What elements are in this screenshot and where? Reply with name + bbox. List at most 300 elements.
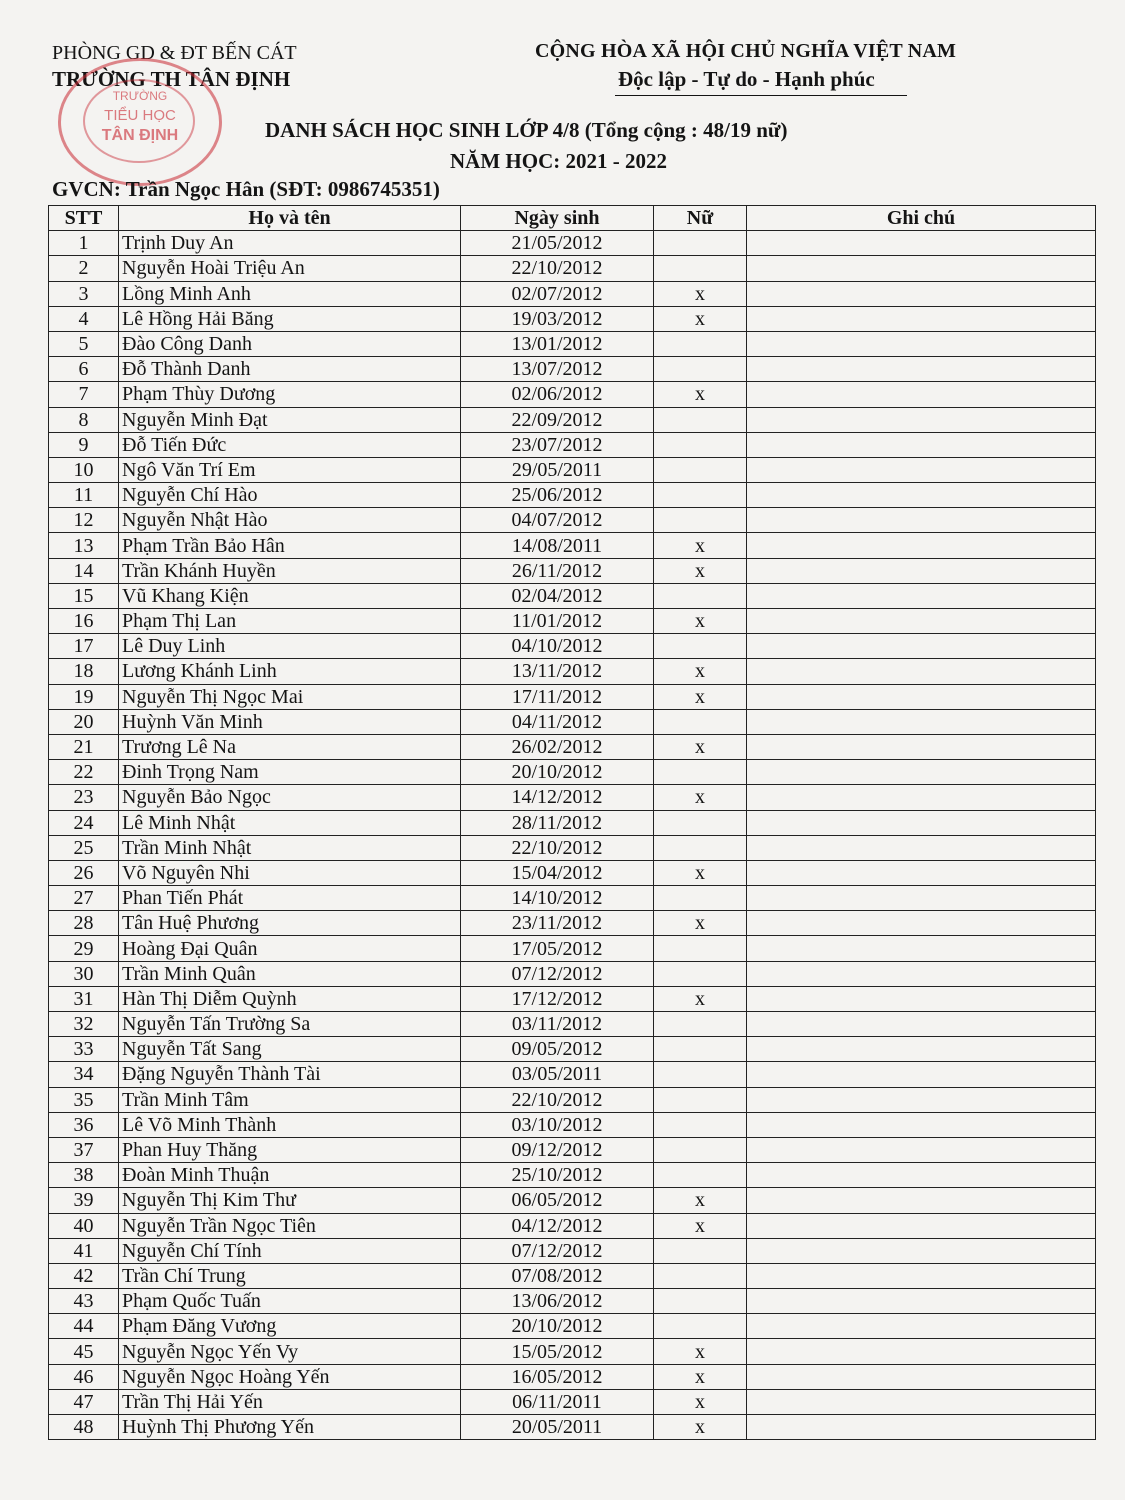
row-stt: 3 [49,281,119,306]
row-stt: 45 [49,1339,119,1364]
row-stt: 44 [49,1314,119,1339]
row-name: Nguyễn Chí Hào [119,483,461,508]
row-name: Nguyễn Trần Ngọc Tiên [119,1213,461,1238]
row-note [747,634,1096,659]
row-female-mark [654,810,747,835]
row-stt: 46 [49,1364,119,1389]
row-note [747,231,1096,256]
row-dob: 06/11/2011 [461,1389,654,1414]
table-row [49,1137,1096,1162]
row-dob: 04/10/2012 [461,634,654,659]
stamp-text-line3: TÂN ĐỊNH [101,127,179,144]
row-dob: 02/07/2012 [461,281,654,306]
row-female-mark: x [654,734,747,759]
row-stt: 33 [49,1037,119,1062]
row-name: Nguyễn Bảo Ngọc [119,785,461,810]
row-female-mark [654,483,747,508]
row-dob: 04/12/2012 [461,1213,654,1238]
table-row [49,407,1096,432]
table-row [49,709,1096,734]
row-stt: 17 [49,634,119,659]
row-stt: 14 [49,558,119,583]
row-note [747,835,1096,860]
row-dob: 06/05/2012 [461,1188,654,1213]
row-female-mark: x [654,860,747,885]
table-row [49,331,1096,356]
table-header-row [49,206,1096,231]
row-name: Trịnh Duy An [119,231,461,256]
row-note [747,1112,1096,1137]
row-dob: 03/10/2012 [461,1112,654,1137]
row-female-mark [654,835,747,860]
row-stt: 28 [49,911,119,936]
row-dob: 19/03/2012 [461,306,654,331]
row-female-mark: x [654,1364,747,1389]
row-name: Nguyễn Tất Sang [119,1037,461,1062]
row-stt: 24 [49,810,119,835]
row-name: Nguyễn Nhật Hào [119,508,461,533]
row-note [747,256,1096,281]
row-note [747,760,1096,785]
table-row [49,1389,1096,1414]
row-female-mark [654,1263,747,1288]
row-note [747,1389,1096,1414]
table-row [49,684,1096,709]
row-dob: 11/01/2012 [461,609,654,634]
row-stt: 10 [49,457,119,482]
row-dob: 07/08/2012 [461,1263,654,1288]
row-dob: 04/07/2012 [461,508,654,533]
row-female-mark [654,886,747,911]
row-stt: 43 [49,1289,119,1314]
table-row [49,734,1096,759]
row-stt: 16 [49,609,119,634]
table-row [49,1415,1096,1440]
row-note [747,1213,1096,1238]
row-note [747,1238,1096,1263]
row-name: Trần Thị Hải Yến [119,1389,461,1414]
row-name: Nguyễn Ngọc Hoàng Yến [119,1364,461,1389]
row-dob: 21/05/2012 [461,231,654,256]
row-female-mark: x [654,1339,747,1364]
table-row [49,457,1096,482]
row-dob: 14/08/2011 [461,533,654,558]
row-female-mark [654,432,747,457]
row-stt: 31 [49,986,119,1011]
school-name: TRƯỜNG TH TÂN ĐỊNH [52,67,291,91]
row-dob: 14/10/2012 [461,886,654,911]
row-female-mark: x [654,659,747,684]
row-stt: 8 [49,407,119,432]
row-dob: 23/07/2012 [461,432,654,457]
row-name: Phan Tiến Phát [119,886,461,911]
row-name: Nguyễn Ngọc Yến Vy [119,1339,461,1364]
row-female-mark: x [654,1415,747,1440]
row-stt: 27 [49,886,119,911]
row-stt: 1 [49,231,119,256]
row-name: Nguyễn Hoài Triệu An [119,256,461,281]
row-note [747,1137,1096,1162]
row-dob: 02/04/2012 [461,583,654,608]
row-note [747,860,1096,885]
row-stt: 7 [49,382,119,407]
row-note [747,961,1096,986]
row-name: Phạm Đăng Vương [119,1314,461,1339]
row-dob: 22/09/2012 [461,407,654,432]
row-note [747,1339,1096,1364]
table-row [49,1062,1096,1087]
row-female-mark [654,936,747,961]
row-stt: 40 [49,1213,119,1238]
table-row [49,1339,1096,1364]
row-stt: 6 [49,357,119,382]
row-female-mark [654,508,747,533]
row-female-mark: x [654,281,747,306]
row-dob: 15/04/2012 [461,860,654,885]
row-dob: 17/11/2012 [461,684,654,709]
row-name: Lê Hồng Hải Băng [119,306,461,331]
row-name: Võ Nguyên Nhi [119,860,461,885]
row-name: Trần Chí Trung [119,1263,461,1288]
row-name: Phạm Thùy Dương [119,382,461,407]
row-name: Phạm Trần Bảo Hân [119,533,461,558]
row-dob: 13/01/2012 [461,331,654,356]
table-row [49,382,1096,407]
table-row [49,306,1096,331]
row-female-mark: x [654,911,747,936]
row-dob: 20/05/2011 [461,1415,654,1440]
table-row [49,483,1096,508]
row-name: Nguyễn Minh Đạt [119,407,461,432]
header-dob: Ngày sinh [461,206,654,231]
row-note [747,609,1096,634]
table-row [49,1087,1096,1112]
row-note [747,709,1096,734]
row-dob: 07/12/2012 [461,961,654,986]
row-note [747,886,1096,911]
row-note [747,281,1096,306]
row-stt: 23 [49,785,119,810]
row-note [747,1314,1096,1339]
row-note [747,331,1096,356]
row-dob: 26/11/2012 [461,558,654,583]
row-dob: 16/05/2012 [461,1364,654,1389]
row-note [747,1163,1096,1188]
row-name: Lê Võ Minh Thành [119,1112,461,1137]
row-stt: 30 [49,961,119,986]
row-female-mark: x [654,785,747,810]
row-female-mark [654,1163,747,1188]
national-motto: Độc lập - Tự do - Hạnh phúc [618,67,875,91]
row-note [747,936,1096,961]
header-female: Nữ [654,206,747,231]
row-female-mark [654,1087,747,1112]
table-row [49,760,1096,785]
row-female-mark [654,357,747,382]
row-dob: 26/02/2012 [461,734,654,759]
table-row [49,432,1096,457]
row-note [747,1012,1096,1037]
school-year: NĂM HỌC: 2021 - 2022 [450,149,667,173]
row-dob: 25/06/2012 [461,483,654,508]
row-female-mark [654,1062,747,1087]
table-row [49,1238,1096,1263]
row-stt: 25 [49,835,119,860]
row-note [747,558,1096,583]
row-note [747,1263,1096,1288]
row-stt: 19 [49,684,119,709]
row-note [747,1037,1096,1062]
row-name: Nguyễn Chí Tính [119,1238,461,1263]
table-row [49,1364,1096,1389]
row-dob: 15/05/2012 [461,1339,654,1364]
row-female-mark [654,1314,747,1339]
row-note [747,508,1096,533]
row-female-mark [654,583,747,608]
row-stt: 39 [49,1188,119,1213]
row-dob: 20/10/2012 [461,760,654,785]
row-name: Phan Huy Thăng [119,1137,461,1162]
table-row [49,281,1096,306]
department-name: PHÒNG GD & ĐT BẾN CÁT [52,42,297,64]
row-name: Lê Duy Linh [119,634,461,659]
row-name: Đoàn Minh Thuận [119,1163,461,1188]
row-stt: 29 [49,936,119,961]
row-female-mark [654,634,747,659]
row-female-mark [654,1238,747,1263]
row-dob: 22/10/2012 [461,835,654,860]
row-female-mark [654,231,747,256]
row-female-mark: x [654,1188,747,1213]
row-female-mark [654,457,747,482]
table-row [49,533,1096,558]
row-name: Đinh Trọng Nam [119,760,461,785]
row-female-mark: x [654,986,747,1011]
row-stt: 11 [49,483,119,508]
row-female-mark [654,1112,747,1137]
row-name: Trần Khánh Huyền [119,558,461,583]
row-dob: 13/07/2012 [461,357,654,382]
row-dob: 17/12/2012 [461,986,654,1011]
row-female-mark [654,709,747,734]
row-stt: 34 [49,1062,119,1087]
table-row [49,1163,1096,1188]
motto-underline [615,95,907,96]
row-stt: 42 [49,1263,119,1288]
row-name: Nguyễn Thị Ngọc Mai [119,684,461,709]
row-stt: 4 [49,306,119,331]
row-dob: 04/11/2012 [461,709,654,734]
table-row [49,860,1096,885]
row-female-mark [654,331,747,356]
table-row [49,508,1096,533]
row-note [747,986,1096,1011]
row-note [747,684,1096,709]
row-name: Tân Huệ Phương [119,911,461,936]
stamp-text-line2: TIỂU HỌC [104,107,176,124]
row-dob: 13/06/2012 [461,1289,654,1314]
row-stt: 18 [49,659,119,684]
row-dob: 09/12/2012 [461,1137,654,1162]
row-stt: 26 [49,860,119,885]
table-row [49,810,1096,835]
row-name: Trần Minh Tâm [119,1087,461,1112]
row-name: Vũ Khang Kiện [119,583,461,608]
table-row [49,1012,1096,1037]
table-row [49,1263,1096,1288]
row-name: Đỗ Tiến Đức [119,432,461,457]
row-dob: 09/05/2012 [461,1037,654,1062]
row-stt: 35 [49,1087,119,1112]
row-female-mark [654,1037,747,1062]
student-rows [49,231,1096,1440]
row-dob: 13/11/2012 [461,659,654,684]
row-note [747,1415,1096,1440]
row-note [747,583,1096,608]
row-note [747,357,1096,382]
stamp-text-line1: TRƯỜNG [112,89,168,103]
header-note: Ghi chú [747,206,1096,231]
row-name: Lương Khánh Linh [119,659,461,684]
table-row [49,634,1096,659]
row-name: Lồng Minh Anh [119,281,461,306]
row-stt: 13 [49,533,119,558]
row-name: Phạm Quốc Tuấn [119,1289,461,1314]
table-row [49,231,1096,256]
row-female-mark: x [654,382,747,407]
row-stt: 15 [49,583,119,608]
row-name: Huỳnh Văn Minh [119,709,461,734]
header-stt: STT [49,206,119,231]
table-row [49,986,1096,1011]
table-row [49,1112,1096,1137]
table-row [49,558,1096,583]
row-stt: 47 [49,1389,119,1414]
row-stt: 9 [49,432,119,457]
row-dob: 25/10/2012 [461,1163,654,1188]
row-note [747,306,1096,331]
row-dob: 02/06/2012 [461,382,654,407]
row-stt: 37 [49,1137,119,1162]
row-name: Nguyễn Thị Kim Thư [119,1188,461,1213]
student-list-table [48,205,1096,1440]
row-stt: 20 [49,709,119,734]
row-name: Huỳnh Thị Phương Yến [119,1415,461,1440]
header-name: Họ và tên [119,206,461,231]
row-note [747,1062,1096,1087]
table-row [49,785,1096,810]
row-name: Trương Lê Na [119,734,461,759]
document-title: DANH SÁCH HỌC SINH LỚP 4/8 (Tổng cộng : 48/19 nữ) [265,118,788,142]
row-female-mark [654,1289,747,1314]
row-name: Nguyễn Tấn Trường Sa [119,1012,461,1037]
row-dob: 03/11/2012 [461,1012,654,1037]
homeroom-teacher: GVCN: Trần Ngọc Hân (SĐT: 0986745351) [52,177,440,201]
row-female-mark: x [654,609,747,634]
row-note [747,1087,1096,1112]
row-note [747,911,1096,936]
row-female-mark: x [654,1389,747,1414]
row-name: Trần Minh Nhật [119,835,461,860]
table-row [49,886,1096,911]
row-female-mark [654,1012,747,1037]
row-stt: 32 [49,1012,119,1037]
row-name: Hàn Thị Diễm Quỳnh [119,986,461,1011]
table-row [49,1188,1096,1213]
row-stt: 38 [49,1163,119,1188]
row-dob: 23/11/2012 [461,911,654,936]
row-name: Ngô Văn Trí Em [119,457,461,482]
table-row [49,256,1096,281]
row-stt: 12 [49,508,119,533]
row-stt: 48 [49,1415,119,1440]
row-dob: 14/12/2012 [461,785,654,810]
row-name: Trần Minh Quân [119,961,461,986]
row-dob: 07/12/2012 [461,1238,654,1263]
row-female-mark: x [654,558,747,583]
row-name: Phạm Thị Lan [119,609,461,634]
row-note [747,432,1096,457]
row-dob: 29/05/2011 [461,457,654,482]
row-female-mark: x [654,306,747,331]
row-note [747,533,1096,558]
table-row [49,1037,1096,1062]
row-female-mark: x [654,1213,747,1238]
row-note [747,810,1096,835]
table-row [49,609,1096,634]
row-note [747,1364,1096,1389]
row-female-mark [654,760,747,785]
row-female-mark: x [654,684,747,709]
row-dob: 28/11/2012 [461,810,654,835]
table-row [49,961,1096,986]
table-row [49,835,1096,860]
row-stt: 2 [49,256,119,281]
row-note [747,407,1096,432]
table-row [49,911,1096,936]
row-note [747,734,1096,759]
row-dob: 20/10/2012 [461,1314,654,1339]
row-female-mark: x [654,533,747,558]
row-female-mark [654,407,747,432]
row-stt: 21 [49,734,119,759]
row-stt: 41 [49,1238,119,1263]
table-row [49,357,1096,382]
table-row [49,659,1096,684]
row-note [747,1289,1096,1314]
row-stt: 36 [49,1112,119,1137]
table-row [49,1314,1096,1339]
table-row [49,1213,1096,1238]
row-note [747,1188,1096,1213]
row-note [747,457,1096,482]
row-stt: 5 [49,331,119,356]
nation-title: CỘNG HÒA XÃ HỘI CHỦ NGHĨA VIỆT NAM [535,40,957,62]
row-dob: 17/05/2012 [461,936,654,961]
row-note [747,382,1096,407]
row-stt: 22 [49,760,119,785]
table-row [49,583,1096,608]
school-seal-stamp [58,58,222,186]
row-dob: 03/05/2011 [461,1062,654,1087]
row-dob: 22/10/2012 [461,256,654,281]
row-female-mark [654,961,747,986]
row-dob: 22/10/2012 [461,1087,654,1112]
row-name: Đào Công Danh [119,331,461,356]
row-name: Hoàng Đại Quân [119,936,461,961]
row-female-mark [654,256,747,281]
table-row [49,1289,1096,1314]
